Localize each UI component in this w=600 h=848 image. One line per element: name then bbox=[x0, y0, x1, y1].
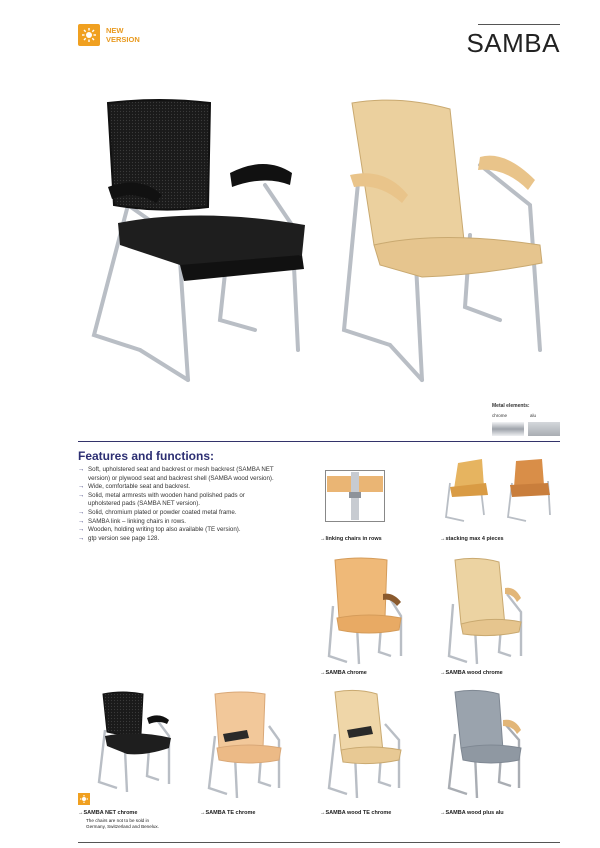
samba-wood-te-chrome-image bbox=[325, 688, 405, 800]
hero-chair-wood-image bbox=[330, 95, 560, 390]
hero-chair-net-image bbox=[80, 95, 320, 390]
samba-net-note bbox=[86, 818, 159, 830]
samba-net-chrome-image bbox=[95, 690, 175, 795]
caption-samba-wood-te-chrome: → SAMBA wood TE chrome bbox=[320, 810, 391, 816]
stacking-image bbox=[440, 455, 558, 525]
sun-icon bbox=[80, 795, 88, 803]
caption-stacking: → stacking max 4 pieces bbox=[440, 536, 504, 542]
feature-item: → gtp version see page 128. bbox=[78, 535, 278, 544]
samba-net-note-line-1: The chairs are not to be sold in bbox=[86, 818, 150, 823]
new-version-label bbox=[106, 26, 140, 44]
caption-samba-chrome: → SAMBA chrome bbox=[320, 670, 367, 676]
page-title: SAMBA bbox=[466, 28, 560, 58]
samba-wood-chrome-image bbox=[445, 556, 525, 666]
samba-te-chrome-image bbox=[205, 690, 285, 800]
bottom-rule bbox=[78, 842, 560, 843]
samba-wood-plus-alu-image bbox=[445, 688, 525, 800]
metal-alu-label: alu bbox=[530, 413, 537, 418]
title-rule bbox=[478, 24, 560, 25]
linking-detail-image bbox=[325, 470, 385, 522]
metal-chrome-label: chrome bbox=[492, 413, 508, 418]
small-new-badge-icon bbox=[78, 793, 90, 805]
samba-net-note-line-2: Germany, Switzerland and Benelux. bbox=[86, 824, 159, 829]
metal-alu-swatch bbox=[528, 422, 560, 436]
section-divider bbox=[78, 441, 560, 442]
feature-item: → Solid, metal armrests with wooden hand polished pads or upholstered pads (SAMBA NET version). bbox=[78, 492, 278, 509]
badge-line-2: VERSION bbox=[106, 35, 140, 44]
feature-item: → Soft, upholstered seat and backrest or mesh backrest (SAMBA NET version) or plywood seat and backrest shell (SAMBA wood version). bbox=[78, 466, 278, 483]
feature-item: → SAMBA link – linking chairs in rows. bbox=[78, 518, 278, 527]
caption-samba-te-chrome: → SAMBA TE chrome bbox=[200, 810, 255, 816]
samba-chrome-image bbox=[325, 556, 405, 666]
feature-item: → Wooden, holding writing top also available (TE version). bbox=[78, 526, 278, 535]
feature-item: → Wide, comfortable seat and backrest. bbox=[78, 483, 278, 492]
metal-elements-title: Metal elements: bbox=[492, 403, 530, 409]
features-list bbox=[78, 466, 278, 543]
new-version-badge-icon bbox=[78, 24, 100, 46]
caption-samba-wood-plus-alu: → SAMBA wood plus alu bbox=[440, 810, 504, 816]
badge-line-1: NEW bbox=[106, 26, 124, 35]
features-heading: Features and functions: bbox=[78, 449, 215, 463]
feature-item: → Solid, chromium plated or powder coated metal frame. bbox=[78, 509, 278, 518]
caption-samba-net-chrome: → SAMBA NET chrome bbox=[78, 810, 137, 816]
caption-linking: → linking chairs in rows bbox=[320, 536, 382, 542]
sun-icon bbox=[82, 28, 96, 42]
caption-samba-wood-chrome: → SAMBA wood chrome bbox=[440, 670, 503, 676]
metal-chrome-swatch bbox=[492, 422, 524, 436]
